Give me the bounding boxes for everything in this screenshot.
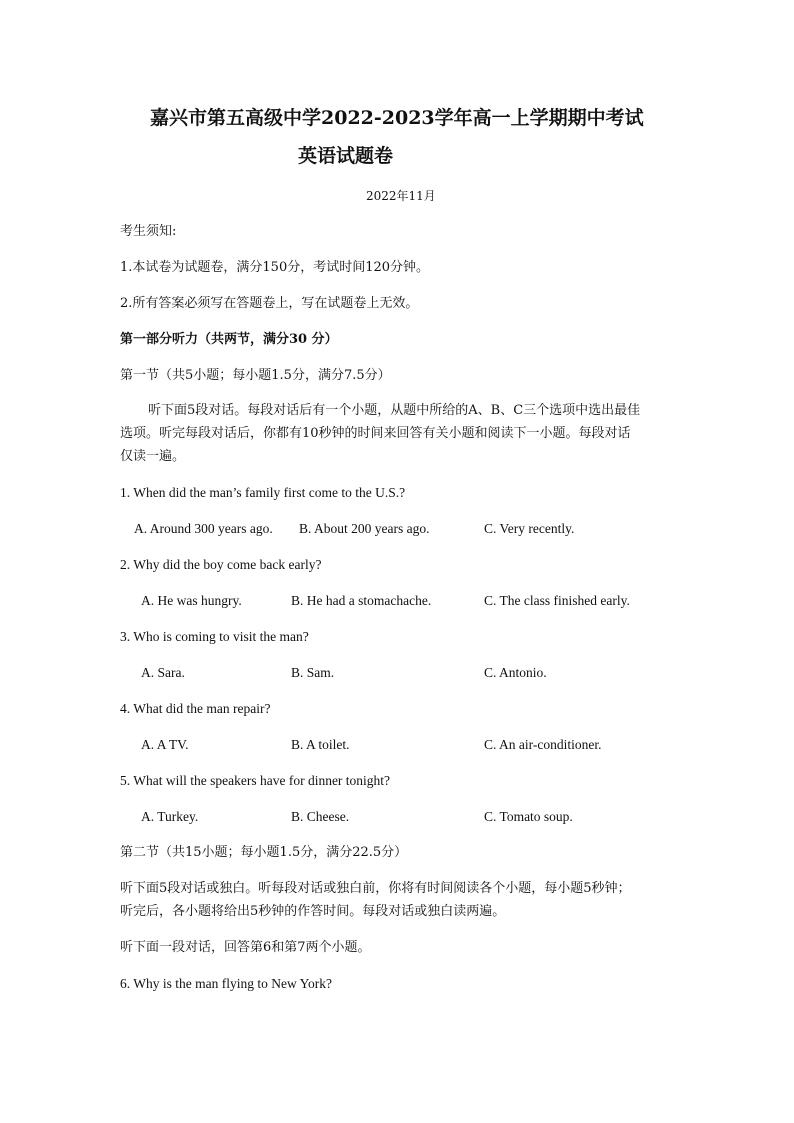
question-2-option-b: B. He had a stomachache. xyxy=(291,593,432,608)
question-5: 5. What will the speakers have for dinner tonight? xyxy=(120,773,391,788)
section2-instructions-line1: 听下面5段对话或独白。听每段对话或独白前，你将有时间阅读各个小题，每小题5秒钟； xyxy=(120,881,631,896)
exam-title: 嘉兴市第五高级中学2022-2023学年高一上学期期中考试 xyxy=(150,107,644,129)
question-3-option-a: A. Sara. xyxy=(141,665,185,680)
question-5-option-a: A. Turkey. xyxy=(141,809,199,824)
question-4-option-b: B. A toilet. xyxy=(291,737,350,752)
question-1: 1. When did the man’s family first come to the U.S.? xyxy=(120,485,406,500)
question-3-option-b: B. Sam. xyxy=(291,665,335,680)
question-1-option-a: A. Around 300 years ago. xyxy=(134,521,273,536)
question-3: 3. Who is coming to visit the man? xyxy=(120,629,309,644)
exam-subtitle: 英语试题卷 xyxy=(298,145,394,167)
section1-instructions-line3: 仅读一遍。 xyxy=(120,449,186,464)
part1-heading: 第一部分听力（共两节，满分30 分） xyxy=(120,332,338,347)
question-4-option-a: A. A TV. xyxy=(141,737,189,752)
notice-item-2: 2.所有答案必须写在答题卷上，写在试题卷上无效。 xyxy=(120,296,419,311)
section1-heading: 第一节（共5小题；每小题1.5分，满分7.5分） xyxy=(120,368,391,383)
section1-instructions-line2: 选项。听完每段对话后，你都有10秒钟的时间来回答有关小题和阅读下一小题。每段对话 xyxy=(120,426,631,441)
question-1-option-b: B. About 200 years ago. xyxy=(299,521,430,536)
question-5-option-b: B. Cheese. xyxy=(291,809,350,824)
notice-heading: 考生须知: xyxy=(120,224,177,239)
notice-item-1: 1.本试卷为试题卷，满分150分，考试时间120分钟。 xyxy=(120,260,430,275)
question-6: 6. Why is the man flying to New York? xyxy=(120,976,332,991)
question-2: 2. Why did the boy come back early? xyxy=(120,557,322,572)
question-4-option-c: C. An air-conditioner. xyxy=(484,737,602,752)
question-4: 4. What did the man repair? xyxy=(120,701,271,716)
exam-date: 2022年11月 xyxy=(366,189,436,203)
question-5-option-c: C. Tomato soup. xyxy=(484,809,573,824)
question-2-option-c: C. The class finished early. xyxy=(484,593,630,608)
section2-sub-instruction: 听下面一段对话，回答第6和第7两个小题。 xyxy=(120,940,371,955)
question-1-option-c: C. Very recently. xyxy=(484,521,575,536)
question-2-option-a: A. He was hungry. xyxy=(141,593,242,608)
section2-heading: 第二节（共15小题；每小题1.5分，满分22.5分） xyxy=(120,845,408,860)
section1-instructions-line1: 听下面5段对话。每段对话后有一个小题，从题中所给的A、B、C三个选项中选出最佳 xyxy=(148,403,641,418)
section2-instructions-line2: 听完后，各小题将给出5秒钟的作答时间。每段对话或独白读两遍。 xyxy=(120,904,506,919)
question-3-option-c: C. Antonio. xyxy=(484,665,547,680)
